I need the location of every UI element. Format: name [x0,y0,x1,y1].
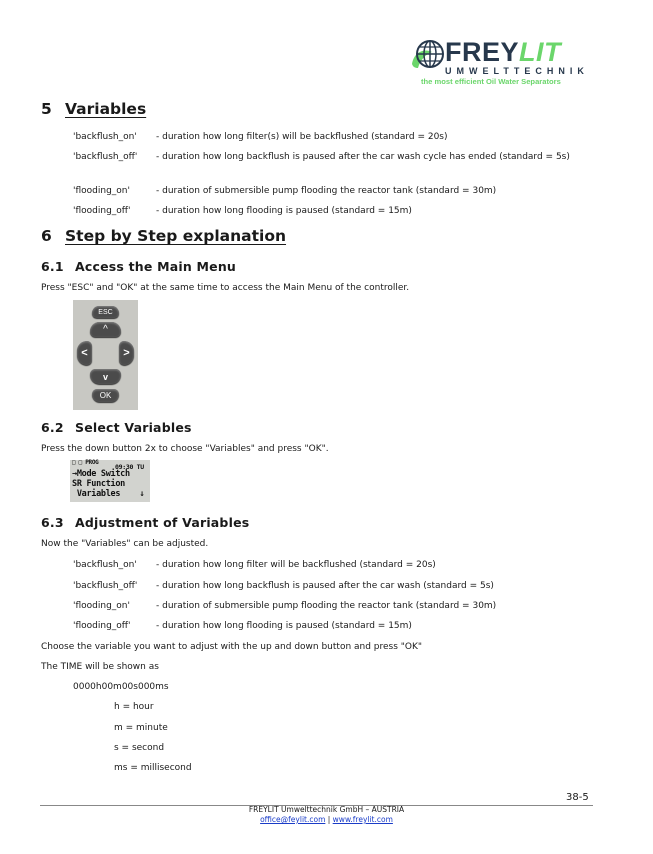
subsection-number: 6.1 [41,259,64,274]
globe-leaf-icon [410,38,446,74]
logo-tagline: the most efficient Oil Water Separators [421,77,561,86]
subsection-title: Access the Main Menu [75,259,237,274]
section-number: 6 [41,227,52,245]
variable-desc: - duration how long flooding is paused (standard = 15m) [156,206,412,216]
logo-subtitle: UMWELTTECHNIK [445,66,589,76]
logo-frey: FREY [445,37,520,67]
variable-desc: - duration how long backflush is paused after the car wash cycle has ended (standard = 5s) [156,152,570,162]
up-arrow-icon: ^ [90,322,121,337]
variable-name: 'flooding_off' [73,621,131,631]
lcd-display-image [70,460,150,502]
esc-key: ESC [92,306,119,318]
subsection-6-1-heading [41,259,236,274]
lcd-time: 09:30 TU [115,463,144,471]
footer-separator: | [325,815,333,824]
subsection-6-3-heading [41,515,249,530]
section-title: Variables [65,100,147,118]
subsection-number: 6.3 [41,515,64,530]
lcd-line: SR Function [72,479,125,489]
variable-desc: - duration of submersible pump flooding the reactor tank (standard = 30m) [156,186,497,196]
page-number: 38-5 [566,792,589,803]
email-link[interactable]: office@feylit.com [260,815,326,824]
variable-name: 'backflush_off' [73,581,138,591]
time-legend-item: h = hour [114,702,154,712]
website-link[interactable]: www.freylit.com [332,815,393,824]
logo-wordmark [445,38,561,66]
paragraph: Press "ESC" and "OK" at the same time to access the Main Menu of the controller. [41,283,410,293]
down-arrow-icon: v [90,369,121,384]
freylit-logo [408,38,598,88]
lcd-line: Variables ↓ [72,489,145,499]
logo-lit: LIT [519,37,562,67]
subsection-title: Select Variables [75,420,192,435]
time-legend-item: s = second [114,743,165,753]
footer-links [0,815,653,824]
time-legend-item: ms = millisecond [114,763,192,773]
subsection-number: 6.2 [41,420,64,435]
variable-name: 'backflush_on' [73,560,137,570]
footer-company: FREYLIT Umwelttechnik GmbH – AUSTRIA [248,805,405,814]
right-arrow-icon: > [119,341,134,365]
lcd-line: →Mode Switch [72,469,130,479]
section-6-heading [41,227,286,245]
variable-name: 'backflush_on' [73,132,137,142]
subsection-title: Adjustment of Variables [75,515,250,530]
controller-keypad-image [73,300,138,410]
variable-desc: - duration how long backflush is paused after the car wash (standard = 5s) [156,581,494,591]
paragraph: The TIME will be shown as [41,662,159,672]
variable-name: 'flooding_on' [73,186,130,196]
lcd-status: □ □ PROG [72,459,99,466]
left-arrow-icon: < [77,341,92,365]
time-format: 0000h00m00s000ms [73,682,169,692]
paragraph: Choose the variable you want to adjust with the up and down button and press "OK" [41,642,423,652]
variable-desc: - duration how long flooding is paused (standard = 15m) [156,621,412,631]
variable-name: 'flooding_on' [73,601,130,611]
paragraph: Now the "Variables" can be adjusted. [41,539,209,549]
variable-name: 'flooding_off' [73,206,131,216]
paragraph: Press the down button 2x to choose "Variables" and press "OK". [41,444,329,454]
variable-name: 'backflush_off' [73,152,138,162]
subsection-6-2-heading [41,420,192,435]
variable-desc: - duration how long filter will be backflushed (standard = 20s) [156,560,436,570]
variable-desc: - duration how long filter(s) will be backflushed (standard = 20s) [156,132,448,142]
variable-desc: - duration of submersible pump flooding the reactor tank (standard = 30m) [156,601,497,611]
section-5-heading [41,100,146,118]
time-legend-item: m = minute [114,723,168,733]
section-number: 5 [41,100,52,118]
ok-key: OK [92,389,119,402]
section-title: Step by Step explanation [65,227,287,245]
